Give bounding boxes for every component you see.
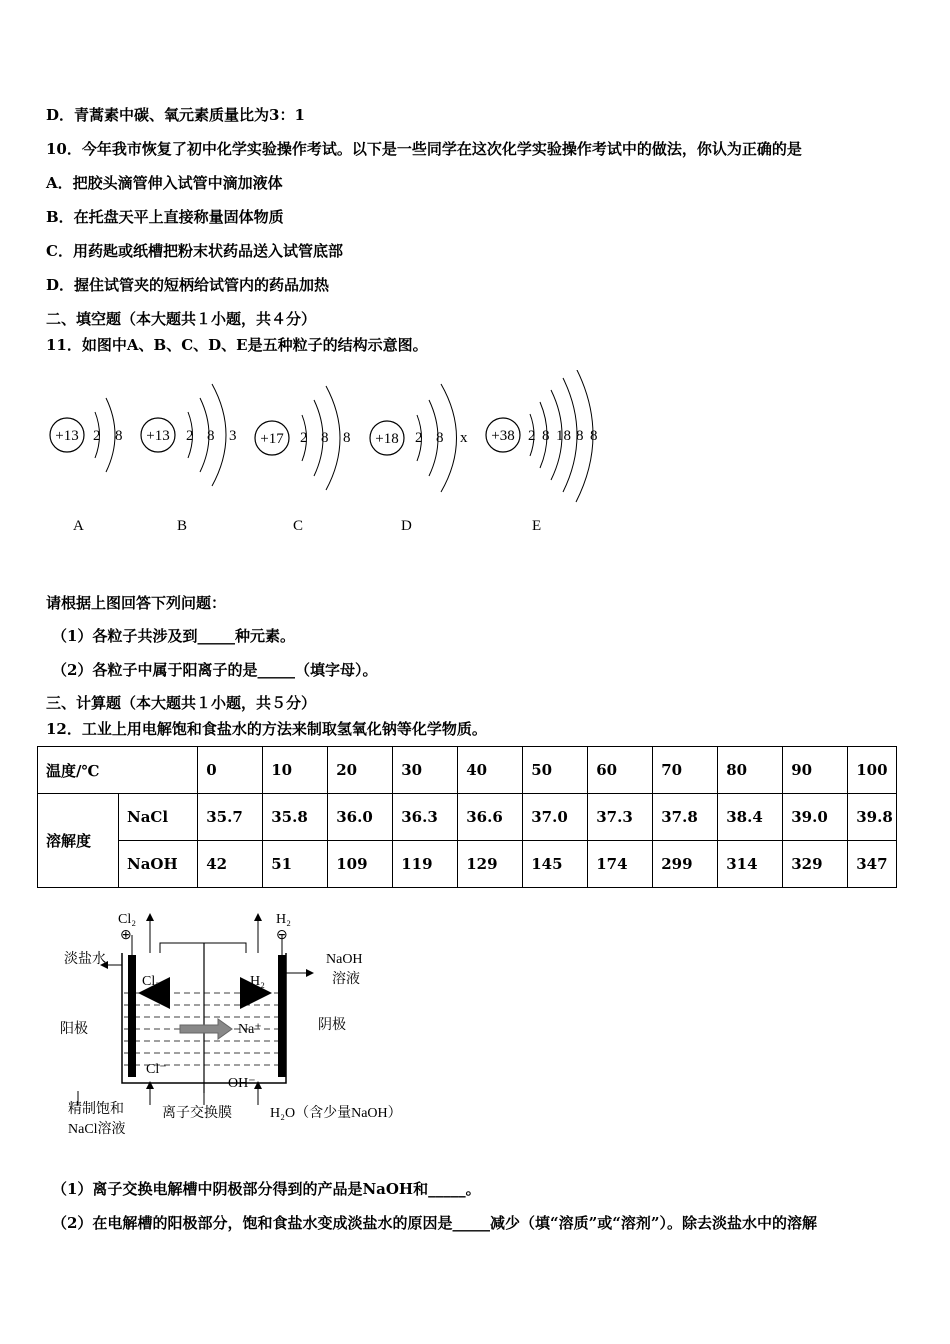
h2-outlet-label: H₂ xyxy=(276,912,291,927)
cathode-electrode xyxy=(278,955,286,1077)
table-cell: 347 xyxy=(848,841,897,888)
table-cell: 129 xyxy=(458,841,523,888)
q10-option-a: A．把胶头滴管伸入试管中滴加液体 xyxy=(46,174,283,192)
atom-e-shell: 2 xyxy=(528,428,536,444)
section-3-heading: 三、计算题（本大题共１小题，共５分） xyxy=(46,694,317,712)
atom-b-nucleus: +13 xyxy=(146,428,170,444)
cl2-outlet-label: Cl₂ xyxy=(118,912,137,927)
atom-b-shell: 3 xyxy=(229,428,237,444)
anode-label: 阳极 xyxy=(60,1022,88,1037)
table-cell: 20 xyxy=(328,747,393,794)
negative-terminal-icon: ⊖ xyxy=(276,928,288,943)
table-cell: 37.8 xyxy=(653,794,718,841)
atom-c xyxy=(255,386,351,534)
table-cell: 100 xyxy=(848,747,897,794)
q11-stem: 11．如图中A、B、C、D、E是五种粒子的结构示意图。 xyxy=(46,336,428,354)
weak-brine-label: 淡盐水 xyxy=(64,952,106,967)
atom-b-shell: 2 xyxy=(186,428,194,444)
table-cell: 38.4 xyxy=(718,794,783,841)
oh-ion-label: OH⁻ xyxy=(228,1076,256,1091)
table-cell: 35.8 xyxy=(263,794,328,841)
q11-sub-1: （1）各粒子共涉及到_____种元素。 xyxy=(52,627,295,645)
q10-option-d: D．握住试管夹的短柄给试管内的药品加热 xyxy=(46,276,330,294)
table-cell: 35.7 xyxy=(198,794,263,841)
atom-d-shell: x xyxy=(460,430,468,446)
membrane-label: 离子交换膜 xyxy=(162,1106,232,1121)
table-cell: 174 xyxy=(588,841,653,888)
table-cell: 10 xyxy=(263,747,328,794)
table-cell: 30 xyxy=(393,747,458,794)
table-cell: 37.0 xyxy=(523,794,588,841)
table-cell: 60 xyxy=(588,747,653,794)
atom-a-shell: 2 xyxy=(93,428,101,444)
atom-d-shell: 2 xyxy=(415,430,423,446)
table-cell: 80 xyxy=(718,747,783,794)
naoh-solution-label: 溶液 xyxy=(332,972,360,987)
temp-header: 温度/℃ xyxy=(38,747,198,794)
table-cell: 70 xyxy=(653,747,718,794)
atom-a-nucleus: +13 xyxy=(55,428,79,444)
q11-prompt: 请根据上图回答下列问题： xyxy=(46,594,227,612)
table-cell: 119 xyxy=(393,841,458,888)
feed-label: 精制饱和 xyxy=(68,1102,124,1117)
table-row xyxy=(38,841,897,888)
atom-d-shell: 8 xyxy=(436,430,444,446)
table-cell: 299 xyxy=(653,841,718,888)
row-name: NaCl xyxy=(119,794,198,841)
solubility-table xyxy=(37,746,897,888)
water-feed-label: H₂O（含少量NaOH） xyxy=(270,1106,402,1121)
positive-terminal-icon: ⊕ xyxy=(120,928,132,943)
table-cell: 36.3 xyxy=(393,794,458,841)
q12-sub-2: （2）在电解槽的阳极部分，饱和食盐水变成淡盐水的原因是_____减少（填“溶质”或“溶剂”）。除去淡盐水中的溶解 xyxy=(52,1214,817,1232)
q12-sub-1: （1）离子交换电解槽中阴极部分得到的产品是NaOH和_____。 xyxy=(52,1180,481,1198)
atom-c-nucleus: +17 xyxy=(260,431,284,447)
table-cell: 36.0 xyxy=(328,794,393,841)
atom-e-nucleus: +38 xyxy=(491,428,515,444)
atom-e-shell: 8 xyxy=(590,428,598,444)
section-2-heading: 二、填空题（本大题共１小题，共４分） xyxy=(46,310,317,328)
q12-stem: 12．工业上用电解饱和食盐水的方法来制取氢氧化钠等化学物质。 xyxy=(46,720,487,738)
q10-option-b: B．在托盘天平上直接称量固体物质 xyxy=(46,208,284,226)
q10-stem: 10．今年我市恢复了初中化学实验操作考试。以下是一些同学在这次化学实验操作考试中的做法，你认为正确的是 xyxy=(46,140,802,158)
atom-b xyxy=(141,384,237,534)
cathode-label: 阴极 xyxy=(318,1018,346,1033)
table-cell: 109 xyxy=(328,841,393,888)
table-cell: 36.6 xyxy=(458,794,523,841)
table-cell: 37.3 xyxy=(588,794,653,841)
table-cell: 42 xyxy=(198,841,263,888)
atom-c-shell: 8 xyxy=(343,430,351,446)
cl-ion-label: Cl⁻ xyxy=(146,1062,167,1077)
atom-structure-diagrams xyxy=(40,370,620,545)
atom-b-label: B xyxy=(177,518,188,534)
atom-e-shell: 18 xyxy=(556,428,571,444)
q9-option-d: D．青蒿素中碳、氧元素质量比为3：1 xyxy=(46,106,305,124)
atom-b-shell: 8 xyxy=(207,428,215,444)
electrolysis-cell-diagram xyxy=(50,905,430,1145)
cl2-gas-label: Cl₂ xyxy=(142,974,161,989)
anode-electrode xyxy=(128,955,136,1077)
table-cell: 50 xyxy=(523,747,588,794)
atom-d-nucleus: +18 xyxy=(375,431,399,447)
table-cell: 329 xyxy=(783,841,848,888)
atom-e-label: E xyxy=(532,518,542,534)
naoh-solution-label: NaOH xyxy=(326,952,363,967)
table-cell: 145 xyxy=(523,841,588,888)
table-row xyxy=(38,747,897,794)
atom-a xyxy=(50,398,123,534)
table-cell: 0 xyxy=(198,747,263,794)
na-ion-label: Na⁺ xyxy=(238,1022,262,1037)
table-cell: 39.8 xyxy=(848,794,897,841)
atom-a-label: A xyxy=(73,518,84,534)
atom-d xyxy=(370,384,468,534)
table-cell: 51 xyxy=(263,841,328,888)
table-cell: 39.0 xyxy=(783,794,848,841)
h2-gas-label: H₂ xyxy=(250,974,265,989)
atom-d-label: D xyxy=(401,518,412,534)
atom-c-shell: 8 xyxy=(321,430,329,446)
atom-a-shell: 8 xyxy=(115,428,123,444)
atom-e-shell: 8 xyxy=(542,428,550,444)
atom-c-shell: 2 xyxy=(300,430,308,446)
q10-option-c: C．用药匙或纸槽把粉末状药品送入试管底部 xyxy=(46,242,343,260)
atom-e-shell: 8 xyxy=(576,428,584,444)
solubility-label: 溶解度 xyxy=(38,794,119,888)
feed-label: NaCl溶液 xyxy=(68,1122,126,1137)
table-cell: 314 xyxy=(718,841,783,888)
table-cell: 90 xyxy=(783,747,848,794)
atom-c-label: C xyxy=(293,518,304,534)
q11-sub-2: （2）各粒子中属于阳离子的是_____（填字母）。 xyxy=(52,661,378,679)
table-cell: 40 xyxy=(458,747,523,794)
row-name: NaOH xyxy=(119,841,198,888)
table-row xyxy=(38,794,897,841)
atom-e xyxy=(486,370,598,534)
